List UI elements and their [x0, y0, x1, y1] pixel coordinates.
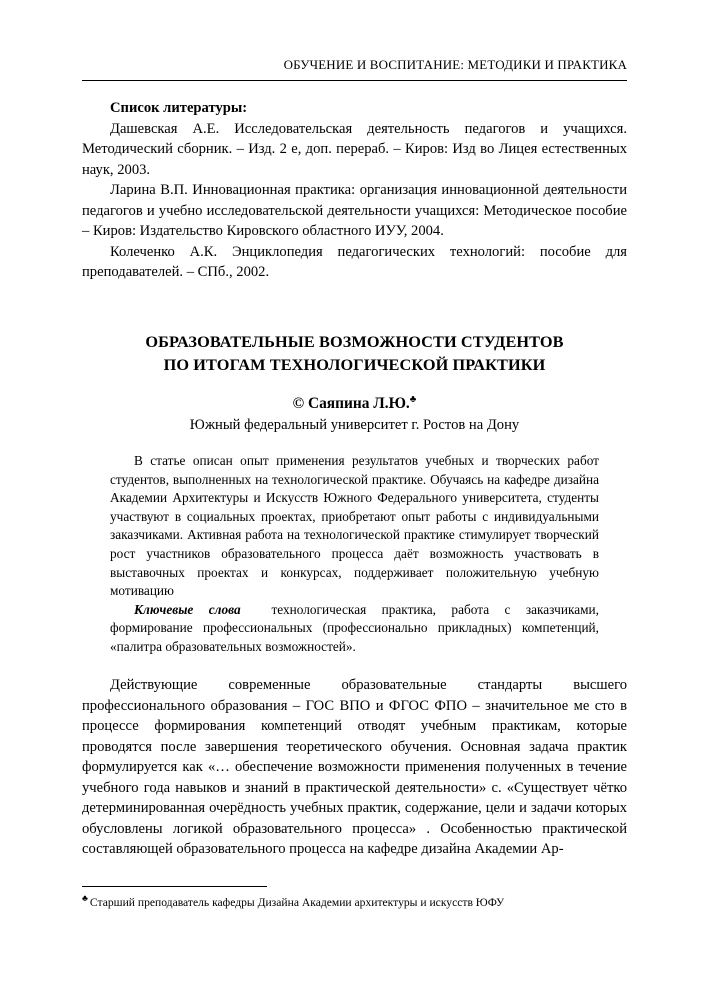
- author-name: Саяпина Л.Ю.: [308, 395, 410, 412]
- author-affiliation: Южный федеральный университет г. Ростов на Дону: [189, 417, 520, 433]
- footnote-marker-icon: ♣: [409, 393, 417, 405]
- running-header-title: ОБУЧЕНИЕ И ВОСПИТАНИЕ: МЕТОДИКИ И ПРАКТИКА: [283, 57, 627, 72]
- header-divider-rule: [82, 80, 627, 81]
- abstract-text: В статье описан опыт применения результатов учебных и творческих работ студентов, выполненных на технологической практике. Обучаясь на кафедре дизайна Академии Архитектуры и Искусств Южного Федерального университета, студенты участвуют в социальных проектах, приобретают опыт работы с индивидуальными заказчиками. Активная работа на технологической практике стимулирует творческий рост участников образовательного процесса даёт возможность участвовать в выставочных проектах и конкурсах, поддерживает положительную учебную мотивацию: [110, 453, 599, 599]
- references-section: [82, 98, 627, 283]
- body-section: [82, 675, 627, 860]
- abstract-section: [110, 452, 599, 657]
- keywords-paragraph: [110, 601, 599, 657]
- footnote-separator-rule: [82, 886, 267, 887]
- reference-item: Ларина В.П. Инновационная практика: организация инновационной деятельности педагогов и учебно исследовательской деятельности учащихся: Методическое пособие – Киров: Издательство Кировского областного ИУУ, 2004.: [82, 182, 627, 239]
- author-line: [82, 393, 627, 414]
- body-paragraph: Действующие современные образовательные стандарты высшего профессионального образования – ГОС ВПО и ФГОС ФПО – значительное ме сто в процессе формирования компетенций отводят учебным практикам, которые проводятся после завершения теоретического обучения. Основная задача практик формулируется как «… обеспечение возможности применения полученных в течение учебного года навыков и знаний в практической деятельности» с. «Существует чётко детерминированная очерёдность учебных практик, содержание, цели и задачи которых обусловлены логикой образовательного процесса» . Особенностью практической составляющей образовательного процесса на кафедре дизайна Академии Ар-: [82, 677, 627, 857]
- keywords-label: Ключевые слова: [134, 601, 241, 617]
- footnote-text: Старший преподаватель кафедры Дизайна Академии архитектуры и искусств ЮФУ: [89, 896, 505, 909]
- reference-item: Колеченко А.К. Энциклопедия педагогических технологий: пособие для преподавателей. – СПб., 2002.: [82, 243, 627, 280]
- footnote-marker-icon: ♣: [82, 893, 88, 904]
- reference-item: Дашевская А.Е. Исследовательская деятельность педагогов и учащихся. Методический сборник. – Изд. 2 е, доп. перераб. – Киров: Изд во Лицея естественных наук, 2003.: [82, 120, 627, 178]
- references-heading: Список литературы:: [110, 100, 248, 116]
- footnote-line: [82, 895, 627, 911]
- document-page: [82, 0, 627, 1006]
- keywords-text: технологическая практика, работа с заказчиками, формирование профессиональных (профессионально прикладных) компетенций, «палитра образовательных возможностей».: [110, 601, 599, 654]
- article-title-line-2: ПО ИТОГАМ ТЕХНОЛОГИЧЕСКОЙ ПРАКТИКИ: [163, 355, 546, 374]
- copyright-icon: ©: [292, 395, 305, 412]
- article-title-line-1: ОБРАЗОВАТЕЛЬНЫЕ ВОЗМОЖНОСТИ СТУДЕНТОВ: [145, 332, 564, 351]
- article-title: [82, 330, 627, 376]
